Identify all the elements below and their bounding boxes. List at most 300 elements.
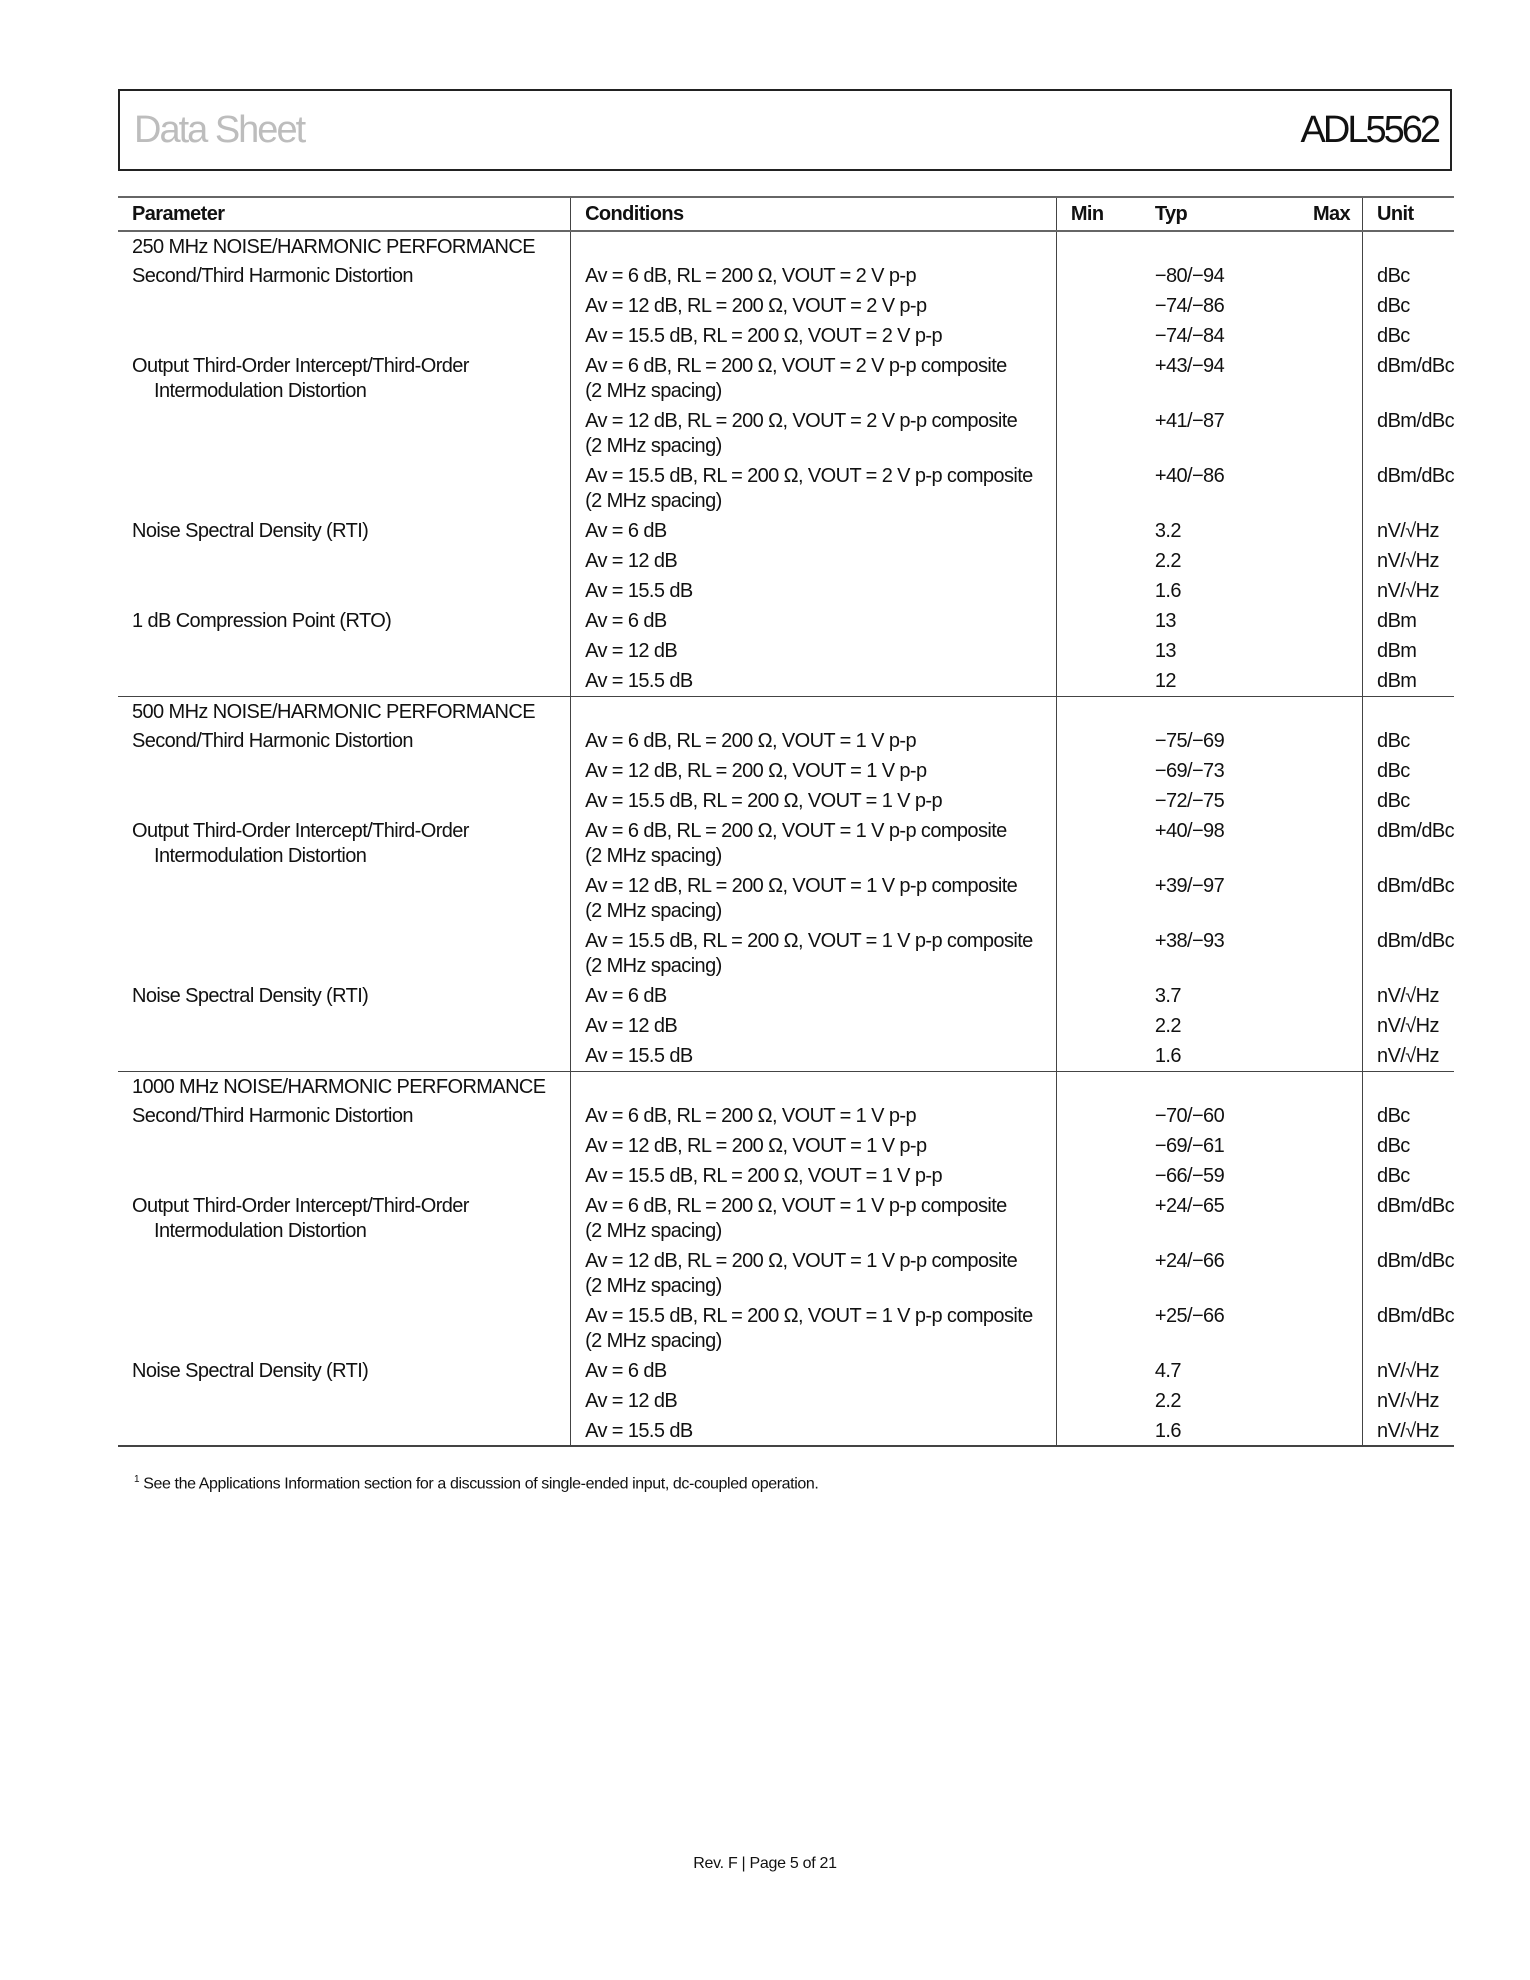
cell-unit: dBm/dBc <box>1363 816 1454 871</box>
parameter-label: Output Third-Order Intercept/Third-Order <box>132 355 469 377</box>
table-row <box>118 291 1454 321</box>
cell-conditions <box>571 696 1057 726</box>
cell-max <box>1280 1191 1363 1246</box>
cell-conditions <box>571 871 1057 926</box>
cell-max <box>1280 231 1363 261</box>
cell-conditions <box>571 1161 1057 1191</box>
condition-text: Av = 15.5 dB, RL = 200 Ω, VOUT = 2 V p-p <box>585 325 942 347</box>
cell-max <box>1280 1041 1363 1071</box>
col-header-min: Min <box>1056 197 1141 231</box>
condition-text: Av = 6 dB <box>585 1360 667 1382</box>
page-footer: Rev. F | Page 5 of 21 <box>693 1855 837 1872</box>
cell-max <box>1280 606 1363 636</box>
condition-text: Av = 12 dB, RL = 200 Ω, VOUT = 2 V p-p composite <box>585 410 1018 432</box>
condition-text: Av = 12 dB, RL = 200 Ω, VOUT = 1 V p-p composite <box>585 1250 1018 1272</box>
condition-text: Av = 15.5 dB, RL = 200 Ω, VOUT = 1 V p-p <box>585 1165 942 1187</box>
cell-unit: dBc <box>1363 726 1454 756</box>
parameter-label: Output Third-Order Intercept/Third-Order <box>132 1195 469 1217</box>
cell-unit: dBm/dBc <box>1363 1191 1454 1246</box>
table-row <box>118 576 1454 606</box>
cell-conditions <box>571 816 1057 871</box>
cell-conditions <box>571 351 1057 406</box>
condition-text: Av = 6 dB <box>585 610 667 632</box>
condition-text-cont: (2 MHz spacing) <box>585 900 722 922</box>
cell-min <box>1056 1101 1141 1131</box>
cell-min <box>1056 786 1141 816</box>
condition-text-cont: (2 MHz spacing) <box>585 435 722 457</box>
cell-conditions <box>571 606 1057 636</box>
parameter-label: 1000 MHz NOISE/HARMONIC PERFORMANCE <box>132 1075 546 1098</box>
cell-max <box>1280 406 1363 461</box>
cell-typ: +41/−87 <box>1154 410 1225 432</box>
cell-min <box>1056 1301 1141 1356</box>
cell-conditions <box>571 1356 1057 1386</box>
condition-text: Av = 12 dB, RL = 200 Ω, VOUT = 1 V p-p <box>585 760 927 782</box>
cell-max <box>1280 321 1363 351</box>
cell-conditions <box>571 726 1057 756</box>
cell-max <box>1280 1011 1363 1041</box>
cell-parameter <box>118 291 571 321</box>
cell-min <box>1056 666 1141 696</box>
parameter-label: Second/Third Harmonic Distortion <box>132 730 413 752</box>
cell-typ: −69/−61 <box>1154 1135 1225 1157</box>
parameter-label-cont: Intermodulation Distortion <box>154 1220 367 1242</box>
cell-parameter <box>118 1161 571 1191</box>
table-row <box>118 1041 1454 1071</box>
cell-conditions <box>571 516 1057 546</box>
cell-typ: 3.7 <box>1154 985 1181 1007</box>
cell-typ: 13 <box>1154 610 1176 632</box>
cell-min <box>1056 871 1141 926</box>
parameter-label: 1 dB Compression Point (RTO) <box>132 610 392 632</box>
cell-typ: +38/−93 <box>1154 930 1225 952</box>
parameter-label-cont: Intermodulation Distortion <box>154 380 367 402</box>
cell-max <box>1280 786 1363 816</box>
cell-unit: dBc <box>1363 1131 1454 1161</box>
table-row <box>118 1301 1454 1356</box>
cell-min <box>1056 321 1141 351</box>
table-row <box>118 1131 1454 1161</box>
cell-unit: nV/√Hz <box>1363 1041 1454 1071</box>
cell-unit: dBc <box>1363 261 1454 291</box>
cell-unit <box>1363 1071 1454 1101</box>
cell-conditions <box>571 576 1057 606</box>
cell-min <box>1056 926 1141 981</box>
cell-min <box>1056 1071 1141 1101</box>
condition-text: Av = 6 dB, RL = 200 Ω, VOUT = 2 V p-p <box>585 265 916 287</box>
cell-parameter <box>118 726 571 756</box>
cell-min <box>1056 1246 1141 1301</box>
cell-unit: nV/√Hz <box>1363 576 1454 606</box>
condition-text: Av = 6 dB, RL = 200 Ω, VOUT = 1 V p-p composite <box>585 820 1007 842</box>
cell-max <box>1280 1131 1363 1161</box>
cell-min <box>1056 1011 1141 1041</box>
cell-min <box>1056 1386 1141 1416</box>
cell-parameter <box>118 321 571 351</box>
cell-min <box>1056 1131 1141 1161</box>
condition-text-cont: (2 MHz spacing) <box>585 490 722 512</box>
cell-parameter <box>118 461 571 516</box>
cell-min <box>1056 291 1141 321</box>
condition-text: Av = 15.5 dB, RL = 200 Ω, VOUT = 1 V p-p composite <box>585 930 1033 952</box>
cell-typ: −75/−69 <box>1154 730 1225 752</box>
cell-parameter <box>118 926 571 981</box>
cell-typ: 2.2 <box>1154 550 1181 572</box>
cell-parameter <box>118 516 571 546</box>
table-row <box>118 756 1454 786</box>
table-row <box>118 321 1454 351</box>
section-row <box>118 1071 1454 1101</box>
cell-conditions <box>571 926 1057 981</box>
cell-typ: 4.7 <box>1154 1360 1181 1382</box>
cell-max <box>1280 1386 1363 1416</box>
table-row <box>118 261 1454 291</box>
cell-typ: −70/−60 <box>1154 1105 1225 1127</box>
cell-min <box>1056 1191 1141 1246</box>
table-row <box>118 1246 1454 1301</box>
cell-parameter <box>118 756 571 786</box>
cell-min <box>1056 261 1141 291</box>
table-row <box>118 816 1454 871</box>
cell-max <box>1280 1071 1363 1101</box>
cell-typ: 2.2 <box>1154 1390 1181 1412</box>
cell-unit: dBm/dBc <box>1363 871 1454 926</box>
cell-max <box>1280 666 1363 696</box>
cell-parameter <box>118 981 571 1011</box>
cell-min <box>1056 696 1141 726</box>
cell-conditions <box>571 666 1057 696</box>
part-number: ADL5562 <box>1300 109 1438 151</box>
cell-parameter <box>118 261 571 291</box>
cell-conditions <box>571 261 1057 291</box>
table-row <box>118 786 1454 816</box>
cell-min <box>1056 406 1141 461</box>
cell-max <box>1280 981 1363 1011</box>
cell-conditions <box>571 406 1057 461</box>
cell-max <box>1280 1246 1363 1301</box>
cell-unit: dBm/dBc <box>1363 406 1454 461</box>
cell-typ: 1.6 <box>1141 1416 1280 1446</box>
cell-parameter <box>118 1356 571 1386</box>
condition-text: Av = 12 dB <box>585 1390 678 1412</box>
cell-typ: +39/−97 <box>1154 875 1225 897</box>
cell-conditions <box>571 1071 1057 1101</box>
condition-text: Av = 6 dB, RL = 200 Ω, VOUT = 1 V p-p <box>585 730 916 752</box>
table-row <box>118 1191 1454 1246</box>
cell-conditions <box>571 1191 1057 1246</box>
section-row <box>118 231 1454 261</box>
condition-text: Av = 15.5 dB <box>585 1045 693 1067</box>
cell-typ: 12 <box>1141 666 1280 696</box>
table-row <box>118 871 1454 926</box>
cell-max <box>1280 726 1363 756</box>
condition-text: Av = 15.5 dB <box>585 1420 693 1442</box>
cell-unit: nV/√Hz <box>1363 1416 1454 1446</box>
table-row <box>118 1101 1454 1131</box>
condition-text: Av = 6 dB <box>585 520 667 542</box>
cell-max <box>1280 816 1363 871</box>
cell-min <box>1056 606 1141 636</box>
cell-typ: −74/−86 <box>1154 295 1225 317</box>
condition-text-cont: (2 MHz spacing) <box>585 1275 722 1297</box>
cell-conditions <box>571 1416 1057 1446</box>
condition-text-cont: (2 MHz spacing) <box>585 1330 722 1352</box>
cell-max <box>1280 546 1363 576</box>
condition-text-cont: (2 MHz spacing) <box>585 380 722 402</box>
cell-typ: +40/−98 <box>1154 820 1225 842</box>
condition-text-cont: (2 MHz spacing) <box>585 845 722 867</box>
table-row <box>118 666 1454 696</box>
cell-conditions <box>571 1101 1057 1131</box>
footnote-marker: 1 <box>134 1474 140 1485</box>
cell-typ: +24/−66 <box>1154 1250 1225 1272</box>
table-row <box>118 726 1454 756</box>
cell-min <box>1056 1356 1141 1386</box>
condition-text: Av = 12 dB, RL = 200 Ω, VOUT = 1 V p-p <box>585 1135 927 1157</box>
cell-min <box>1056 1161 1141 1191</box>
cell-min <box>1056 461 1141 516</box>
table-row <box>118 1386 1454 1416</box>
cell-parameter <box>118 606 571 636</box>
cell-conditions <box>571 321 1057 351</box>
table-row <box>118 461 1454 516</box>
table-body <box>118 231 1454 1446</box>
cell-typ: 3.2 <box>1154 520 1181 542</box>
cell-parameter <box>118 231 571 261</box>
condition-text: Av = 12 dB <box>585 640 678 662</box>
table-row <box>118 981 1454 1011</box>
footnote <box>134 1474 818 1493</box>
cell-conditions <box>571 1246 1057 1301</box>
table-row <box>118 406 1454 461</box>
cell-typ: −80/−94 <box>1154 265 1225 287</box>
cell-parameter <box>118 1011 571 1041</box>
table-row <box>118 1356 1454 1386</box>
condition-text: Av = 15.5 dB, RL = 200 Ω, VOUT = 1 V p-p <box>585 790 942 812</box>
parameter-label: Noise Spectral Density (RTI) <box>132 520 369 542</box>
cell-conditions <box>571 291 1057 321</box>
cell-max <box>1280 261 1363 291</box>
col-header-parameter: Parameter <box>118 197 571 231</box>
condition-text: Av = 15.5 dB, RL = 200 Ω, VOUT = 1 V p-p composite <box>585 1305 1033 1327</box>
cell-conditions <box>571 1041 1057 1071</box>
table-row <box>118 351 1454 406</box>
cell-parameter <box>118 1071 571 1101</box>
cell-parameter <box>118 816 571 871</box>
parameter-label: Output Third-Order Intercept/Third-Order <box>132 820 469 842</box>
col-header-typ: Typ <box>1141 197 1280 231</box>
cell-typ: 1.6 <box>1141 1041 1280 1071</box>
cell-min <box>1056 576 1141 606</box>
cell-max <box>1280 291 1363 321</box>
col-header-unit: Unit <box>1363 197 1454 231</box>
condition-text: Av = 15.5 dB <box>585 670 693 692</box>
cell-conditions <box>571 636 1057 666</box>
condition-text: Av = 6 dB, RL = 200 Ω, VOUT = 2 V p-p composite <box>585 355 1007 377</box>
cell-typ: −72/−75 <box>1154 790 1225 812</box>
cell-max <box>1280 1161 1363 1191</box>
cell-typ: 13 <box>1154 640 1176 662</box>
section-row <box>118 696 1454 726</box>
cell-typ <box>1141 231 1280 261</box>
parameter-label: Second/Third Harmonic Distortion <box>132 1105 413 1127</box>
cell-conditions <box>571 1011 1057 1041</box>
cell-unit: dBc <box>1363 1101 1454 1131</box>
condition-text: Av = 6 dB, RL = 200 Ω, VOUT = 1 V p-p composite <box>585 1195 1007 1217</box>
cell-min <box>1056 981 1141 1011</box>
cell-parameter <box>118 1131 571 1161</box>
cell-typ: +25/−66 <box>1154 1305 1225 1327</box>
parameter-label-cont: Intermodulation Distortion <box>154 845 367 867</box>
table-row <box>118 1161 1454 1191</box>
cell-unit: dBc <box>1363 321 1454 351</box>
cell-max <box>1280 576 1363 606</box>
cell-unit: dBm/dBc <box>1363 1301 1454 1356</box>
doc-type-title: Data Sheet <box>134 109 305 151</box>
condition-text: Av = 15.5 dB, RL = 200 Ω, VOUT = 2 V p-p composite <box>585 465 1033 487</box>
condition-text: Av = 15.5 dB <box>585 580 693 602</box>
cell-max <box>1280 871 1363 926</box>
cell-typ: −66/−59 <box>1154 1165 1225 1187</box>
condition-text: Av = 12 dB <box>585 1015 678 1037</box>
cell-parameter <box>118 871 571 926</box>
cell-unit: dBm <box>1363 636 1454 666</box>
table-row <box>118 1011 1454 1041</box>
table-row <box>118 516 1454 546</box>
cell-parameter <box>118 351 571 406</box>
cell-unit: nV/√Hz <box>1363 1386 1454 1416</box>
page-header <box>118 89 1452 171</box>
cell-max <box>1280 696 1363 726</box>
cell-min <box>1056 231 1141 261</box>
cell-parameter <box>118 576 571 606</box>
cell-parameter <box>118 1416 571 1446</box>
cell-unit: dBm/dBc <box>1363 1246 1454 1301</box>
cell-max <box>1280 1101 1363 1131</box>
condition-text: Av = 6 dB <box>585 985 667 1007</box>
cell-typ: −74/−84 <box>1154 325 1225 347</box>
condition-text: Av = 6 dB, RL = 200 Ω, VOUT = 1 V p-p <box>585 1105 916 1127</box>
condition-text: Av = 12 dB, RL = 200 Ω, VOUT = 2 V p-p <box>585 295 927 317</box>
table-row <box>118 636 1454 666</box>
parameter-label: Noise Spectral Density (RTI) <box>132 985 369 1007</box>
cell-min <box>1056 816 1141 871</box>
cell-parameter <box>118 1301 571 1356</box>
cell-min <box>1056 756 1141 786</box>
cell-max <box>1280 756 1363 786</box>
condition-text-cont: (2 MHz spacing) <box>585 955 722 977</box>
cell-conditions <box>571 981 1057 1011</box>
cell-parameter <box>118 696 571 726</box>
condition-text-cont: (2 MHz spacing) <box>585 1220 722 1242</box>
cell-max <box>1280 636 1363 666</box>
cell-min <box>1056 1416 1141 1446</box>
cell-conditions <box>571 1386 1057 1416</box>
cell-unit <box>1363 696 1454 726</box>
cell-unit: nV/√Hz <box>1363 516 1454 546</box>
cell-conditions <box>571 786 1057 816</box>
cell-typ: 2.2 <box>1154 1015 1181 1037</box>
parameter-label: 500 MHz NOISE/HARMONIC PERFORMANCE <box>132 700 535 723</box>
cell-max <box>1280 1301 1363 1356</box>
cell-parameter <box>118 1386 571 1416</box>
table-row <box>118 926 1454 981</box>
cell-parameter <box>118 636 571 666</box>
table-row <box>118 606 1454 636</box>
parameter-label: Second/Third Harmonic Distortion <box>132 265 413 287</box>
cell-conditions <box>571 546 1057 576</box>
cell-min <box>1056 636 1141 666</box>
cell-unit: nV/√Hz <box>1363 1011 1454 1041</box>
col-header-max: Max <box>1280 197 1363 231</box>
cell-unit: dBc <box>1363 756 1454 786</box>
cell-typ: 1.6 <box>1154 580 1181 602</box>
parameter-label: 250 MHz NOISE/HARMONIC PERFORMANCE <box>132 236 535 258</box>
condition-text: Av = 12 dB, RL = 200 Ω, VOUT = 1 V p-p composite <box>585 875 1018 897</box>
cell-min <box>1056 726 1141 756</box>
cell-parameter <box>118 666 571 696</box>
cell-typ: −69/−73 <box>1154 760 1225 782</box>
cell-max <box>1280 926 1363 981</box>
cell-parameter <box>118 406 571 461</box>
footnote-text: See the Applications Information section for a discussion of single-ended input, dc-coupled operation. <box>143 1475 819 1493</box>
cell-max <box>1280 516 1363 546</box>
cell-unit: dBm/dBc <box>1363 351 1454 406</box>
table-header-row <box>118 197 1454 231</box>
cell-conditions <box>571 756 1057 786</box>
condition-text: Av = 12 dB <box>585 550 678 572</box>
cell-parameter <box>118 1041 571 1071</box>
cell-typ: +24/−65 <box>1154 1195 1225 1217</box>
cell-unit: dBm <box>1363 606 1454 636</box>
cell-unit: nV/√Hz <box>1363 981 1454 1011</box>
cell-unit: dBc <box>1363 291 1454 321</box>
cell-typ <box>1141 696 1280 726</box>
table-row <box>118 1416 1454 1446</box>
cell-unit <box>1363 231 1454 261</box>
cell-unit: dBm <box>1363 666 1454 696</box>
cell-parameter <box>118 1191 571 1246</box>
cell-max <box>1280 1416 1363 1446</box>
cell-unit: dBc <box>1363 786 1454 816</box>
cell-typ: +40/−86 <box>1154 465 1225 487</box>
cell-typ <box>1141 1071 1280 1101</box>
col-header-conditions: Conditions <box>571 197 1057 231</box>
cell-conditions <box>571 1131 1057 1161</box>
specifications-table <box>118 196 1454 1447</box>
cell-unit: dBc <box>1363 1161 1454 1191</box>
table-row <box>118 546 1454 576</box>
cell-unit: nV/√Hz <box>1363 546 1454 576</box>
cell-unit: dBm/dBc <box>1363 461 1454 516</box>
cell-parameter <box>118 1246 571 1301</box>
cell-max <box>1280 1356 1363 1386</box>
cell-parameter <box>118 1101 571 1131</box>
cell-conditions <box>571 1301 1057 1356</box>
cell-conditions <box>571 231 1057 261</box>
cell-parameter <box>118 546 571 576</box>
cell-unit: dBm/dBc <box>1363 926 1454 981</box>
cell-max <box>1280 351 1363 406</box>
cell-min <box>1056 351 1141 406</box>
cell-min <box>1056 1041 1141 1071</box>
cell-parameter <box>118 786 571 816</box>
cell-min <box>1056 546 1141 576</box>
cell-unit: nV/√Hz <box>1363 1356 1454 1386</box>
parameter-label: Noise Spectral Density (RTI) <box>132 1360 369 1382</box>
cell-conditions <box>571 461 1057 516</box>
cell-typ: +43/−94 <box>1154 355 1225 377</box>
